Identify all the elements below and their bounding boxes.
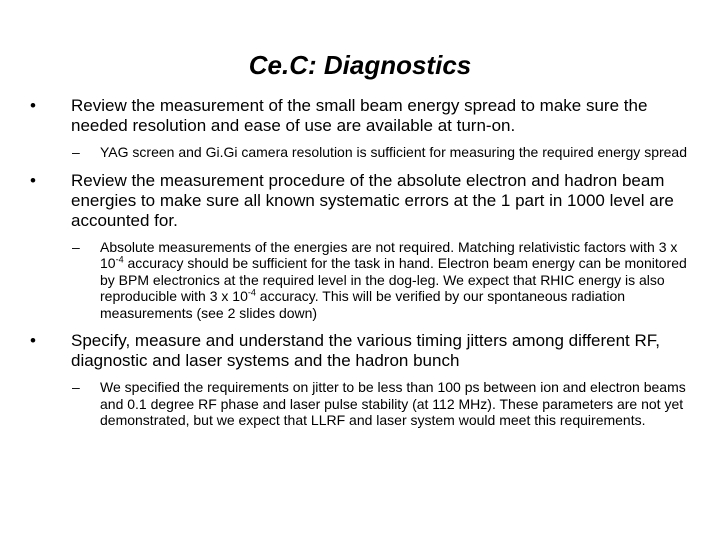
- slide-content: [30, 96, 690, 439]
- sub-bullet-marker: –: [72, 144, 80, 160]
- bullet-item: [30, 171, 690, 231]
- bullet-text: Review the measurement procedure of the absolute electron and hadron beam energies to make sure all known systematic errors at the 1 part in 1000 level are accounted for.: [71, 170, 674, 230]
- sub-bullet-marker: –: [72, 379, 80, 395]
- sub-text-part: accuracy should be sufficient for the task in hand. Electron beam energy can be monitored by BPM electronics at the required level in the dog-leg. We expect that RHIC energy is also reproducible with 3 x 10: [100, 255, 687, 304]
- exponent: -4: [247, 287, 256, 298]
- bullet-text: Specify, measure and understand the various timing jitters among different RF, diagnostic and laser systems and the hadron bunch: [71, 331, 661, 370]
- bullet-marker: •: [30, 170, 36, 190]
- sub-text-part: accuracy. This will be verified by our spontaneous radiation measurements (see 2 slides down): [100, 288, 626, 321]
- bullet-item: [30, 331, 690, 371]
- sub-bullet-text: We specified the requirements on jitter to be less than 100 ps between ion and electron beams and 0.1 degree RF phase and laser pulse stability (at 112 MHz). These parameters are not yet demonstrated, but we expect that LLRF and laser system would meet this requirements.: [100, 379, 686, 428]
- sub-text-part: Absolute measurements of the energies are not required. Matching relativistic factors with 3 x 10: [100, 238, 678, 271]
- sub-bullet-item: [30, 144, 690, 161]
- slide-title: Ce.C: Diagnostics: [248, 50, 472, 80]
- sub-bullet-marker: –: [72, 238, 80, 255]
- bullet-marker: •: [30, 96, 36, 115]
- sub-bullet-item: [30, 379, 690, 429]
- sub-bullet-text: YAG screen and Gi.Gi camera resolution is sufficient for measuring the required energy spread: [100, 144, 687, 160]
- bullet-marker: •: [30, 331, 36, 350]
- sub-bullet-item: [30, 239, 690, 322]
- exponent: -4: [115, 254, 124, 265]
- sub-bullet-text: [100, 239, 687, 321]
- bullet-item: [30, 96, 690, 136]
- bullet-text: Review the measurement of the small beam energy spread to make sure the needed resolution and ease of use are available at turn-on.: [71, 96, 648, 135]
